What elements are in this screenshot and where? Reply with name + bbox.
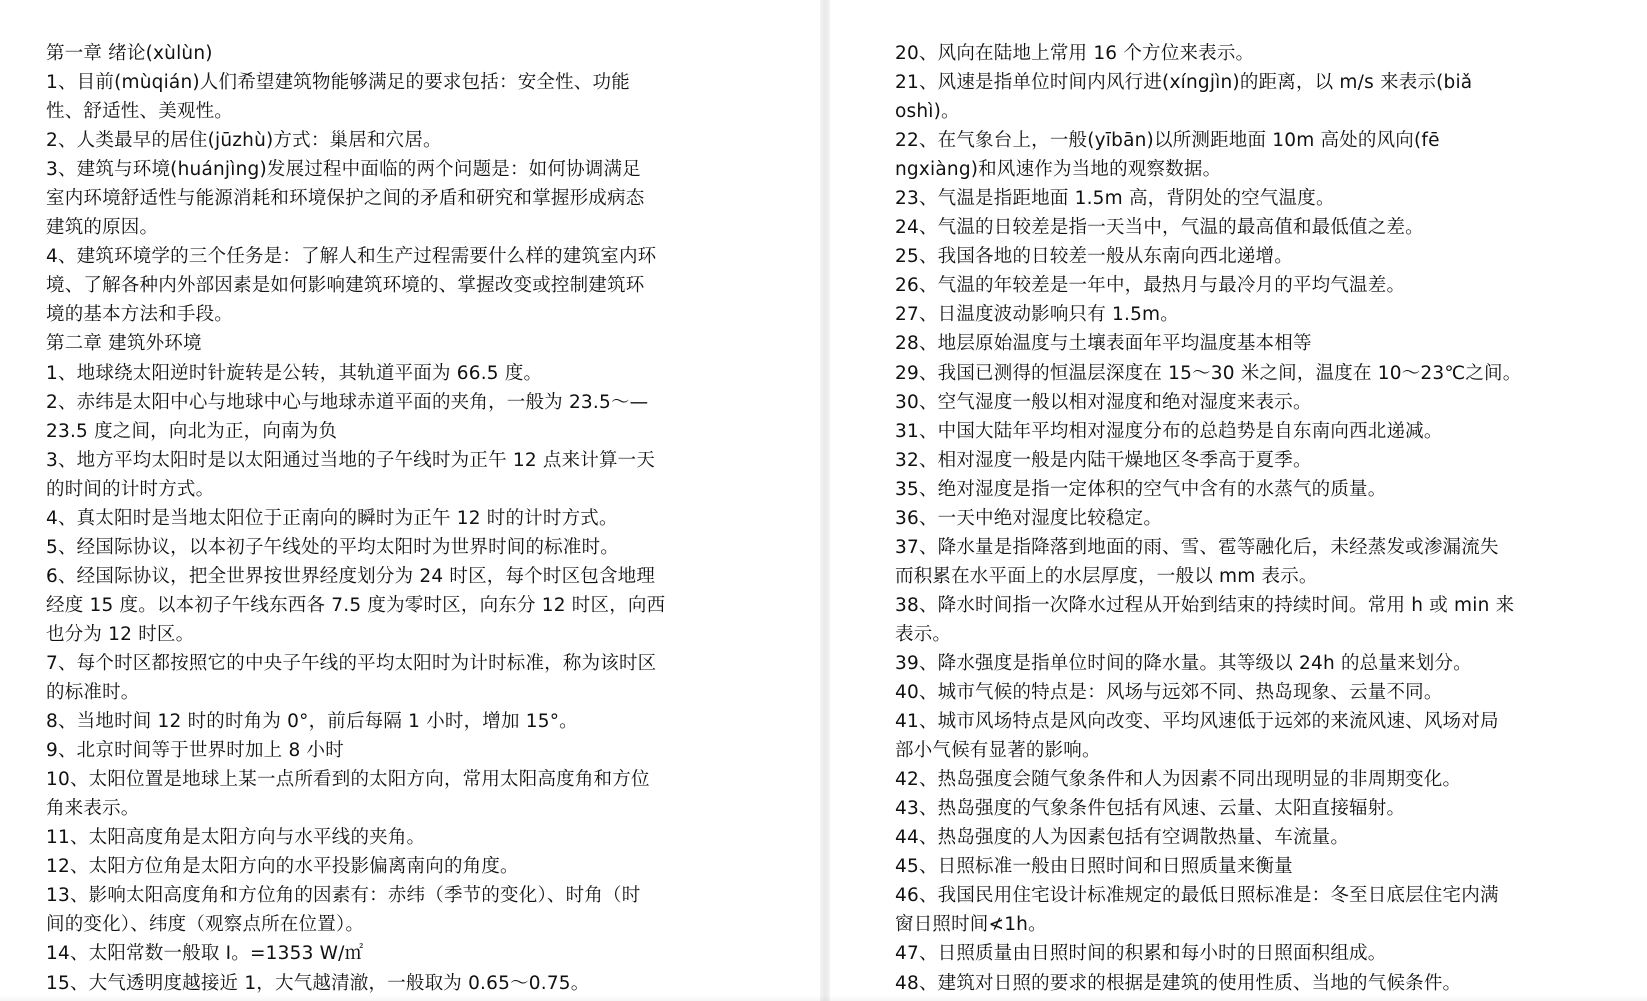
text-line: 也分为 12 时区。	[46, 623, 195, 645]
text-line: 20、风向在陆地上常用 16 个方位来表示。	[895, 43, 1255, 64]
text-line: 10、太阳位置是地球上某一点所看到的太阳方向，常用太阳高度角和方位	[46, 769, 650, 791]
text-line: 35、绝对湿度是指一定体积的空气中含有的水蒸气的质量。	[895, 478, 1387, 500]
text-line: 窗日照时间≮1h。	[895, 914, 1047, 936]
text-line: 1、目前(mùqián)人们希望建筑物能够满足的要求包括：安全性、功能	[46, 72, 630, 94]
text-line: 的标准时。	[46, 682, 140, 704]
text-line: 9、北京时间等于世界时加上 8 小时	[46, 740, 344, 762]
text-line: 22、在气象台上，一般(yībān)以所测距地面 10m 高处的风向(fē	[895, 130, 1440, 152]
text-line: 48、建筑对日照的要求的根据是建筑的使用性质、当地的气候条件。	[895, 972, 1462, 994]
text-line: 角来表示。	[46, 798, 140, 820]
text-line: 表示。	[895, 623, 952, 645]
text-line: 而积累在水平面上的水层厚度，一般以 mm 表示。	[895, 565, 1318, 587]
text-line: 37、降水量是指降落到地面的雨、雪、雹等融化后，未经蒸发或渗漏流失	[895, 536, 1499, 558]
text-line: 15、大气透明度越接近 1，大气越清澈，一般取为 0.65～0.75。	[46, 972, 590, 994]
text-line: 经度 15 度。以本初子午线东西各 7.5 度为零时区，向东分 12 时区，向西	[46, 594, 666, 616]
text-line: 32、相对湿度一般是内陆干燥地区冬季高于夏季。	[895, 449, 1312, 471]
text-line: 性、舒适性、美观性。	[46, 101, 234, 123]
text-line: 14、太阳常数一般取 I。=1353 W/㎡	[46, 943, 364, 965]
text-line: 38、降水时间指一次降水过程从开始到结束的持续时间。常用 h 或 min 来	[895, 594, 1515, 616]
text-line: 2、赤纬是太阳中心与地球中心与地球赤道平面的夹角，一般为 23.5～—	[46, 391, 649, 413]
text-line: 的时间的计时方式。	[46, 478, 215, 500]
text-line: 21、风速是指单位时间内风行进(xíngjìn)的距离，以 m/s 来表示(biǎ	[895, 72, 1473, 94]
text-line: ngxiàng)和风速作为当地的观察数据。	[895, 159, 1222, 181]
text-line: 40、城市气候的特点是：风场与远郊不同、热岛现象、云量不同。	[895, 682, 1443, 704]
text-line: 45、日照标准一般由日照时间和日照质量来衡量	[895, 856, 1293, 878]
text-line: 第一章 绪论(xùlùn)	[46, 43, 213, 64]
text-line: 1、地球绕太阳逆时针旋转是公转，其轨道平面为 66.5 度。	[46, 362, 543, 384]
text-line: 4、真太阳时是当地太阳位于正南向的瞬时为正午 12 时的计时方式。	[46, 507, 618, 529]
text-line: 11、太阳高度角是太阳方向与水平线的夹角。	[46, 827, 426, 849]
page-gutter	[820, 0, 830, 1001]
text-line: 境、了解各种内外部因素是如何影响建筑环境的、掌握改变或控制建筑环	[46, 275, 645, 297]
text-line: 间的变化）、纬度（观察点所在位置）。	[46, 914, 365, 936]
text-line: 7、每个时区都按照它的中央子午线的平均太阳时为计时标准，称为该时区	[46, 652, 657, 674]
text-line: 29、我国已测得的恒温层深度在 15～30 米之间，温度在 10～23℃之间。	[895, 362, 1522, 384]
text-line: 第二章 建筑外环境	[46, 333, 202, 355]
text-line: 6、经国际协议，把全世界按世界经度划分为 24 时区，每个时区包含地理	[46, 565, 656, 587]
text-line: 30、空气湿度一般以相对湿度和绝对湿度来表示。	[895, 391, 1312, 413]
text-line: 44、热岛强度的人为因素包括有空调散热量、车流量。	[895, 827, 1350, 849]
text-line: 13、影响太阳高度角和方位角的因素有：赤纬（季节的变化）、时角（时	[46, 885, 641, 907]
page-bottom-edge	[0, 995, 1647, 1001]
right-page-text	[895, 39, 1645, 998]
text-line: 8、当地时间 12 时的时角为 0°，前后每隔 1 小时，增加 15°。	[46, 711, 578, 733]
left-page	[0, 0, 820, 1001]
text-line: 23、气温是指距地面 1.5m 高，背阴处的空气温度。	[895, 188, 1335, 210]
text-line: 25、我国各地的日较差一般从东南向西北递增。	[895, 246, 1293, 268]
text-line: 4、建筑环境学的三个任务是：了解人和生产过程需要什么样的建筑室内环	[46, 246, 657, 268]
text-line: 36、一天中绝对湿度比较稳定。	[895, 507, 1163, 529]
text-line: 28、地层原始温度与土壤表面年平均温度基本相等	[895, 333, 1312, 355]
text-line: 39、降水强度是指单位时间的降水量。其等级以 24h 的总量来划分。	[895, 652, 1472, 674]
text-line: 43、热岛强度的气象条件包括有风速、云量、太阳直接辐射。	[895, 798, 1406, 820]
text-line: 23.5 度之间，向北为正，向南为负	[46, 420, 338, 442]
text-line: 42、热岛强度会随气象条件和人为因素不同出现明显的非周期变化。	[895, 769, 1462, 791]
text-line: 46、我国民用住宅设计标准规定的最低日照标准是：冬至日底层住宅内满	[895, 885, 1499, 907]
text-line: 3、建筑与环境(huánjìng)发展过程中面临的两个问题是：如何协调满足	[46, 159, 641, 181]
text-line: 建筑的原因。	[46, 217, 159, 239]
text-line: 5、经国际协议，以本初子午线处的平均太阳时为世界时间的标准时。	[46, 536, 619, 558]
right-page	[830, 0, 1647, 1001]
text-line: 24、气温的日较差是指一天当中，气温的最高值和最低值之差。	[895, 217, 1424, 239]
text-line: 41、城市风场特点是风向改变、平均风速低于远郊的来流风速、风场对局	[895, 711, 1499, 733]
text-line: 室内环境舒适性与能源消耗和环境保护之间的矛盾和研究和掌握形成病态	[46, 188, 645, 210]
text-line: 部小气候有显著的影响。	[895, 740, 1101, 762]
text-line: 31、中国大陆年平均相对湿度分布的总趋势是自东南向西北递减。	[895, 420, 1443, 442]
text-line: 12、太阳方位角是太阳方向的水平投影偏离南向的角度。	[46, 856, 519, 878]
text-line: 境的基本方法和手段。	[46, 304, 234, 326]
text-line: 2、人类最早的居住(jūzhù)方式：巢居和穴居。	[46, 130, 442, 152]
text-line: oshì)。	[895, 101, 960, 123]
text-line: 27、日温度波动影响只有 1.5m。	[895, 304, 1179, 326]
text-line: 47、日照质量由日照时间的积累和每小时的日照面积组成。	[895, 943, 1387, 965]
text-line: 3、地方平均太阳时是以太阳通过当地的子午线时为正午 12 点来计算一天	[46, 449, 656, 471]
left-page-text	[46, 39, 816, 998]
text-line: 26、气温的年较差是一年中，最热月与最冷月的平均气温差。	[895, 275, 1406, 297]
